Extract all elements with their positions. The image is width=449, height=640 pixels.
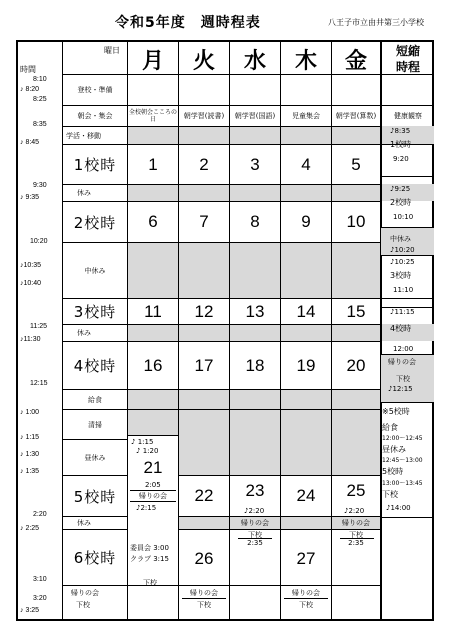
short-1025: ♪10:25 xyxy=(390,258,415,266)
row-p4: 4校時 xyxy=(73,357,117,375)
date-p1-thu: 4 xyxy=(301,154,311,174)
date-p2-mon: 6 xyxy=(148,212,158,231)
date-p1-mon: 1 xyxy=(148,154,158,174)
row-p1: 1校時 xyxy=(73,156,117,174)
mon-note-120: ♪ 1:20 xyxy=(136,447,159,455)
day-wed: 水 xyxy=(243,47,266,74)
time-1040: ♪10:40 xyxy=(20,280,42,287)
date-p5-mon: 21 xyxy=(143,458,163,477)
mon-note-215: ♪2:15 xyxy=(136,504,157,512)
short-p1: 1校時 xyxy=(390,140,412,149)
timetable xyxy=(16,40,434,621)
time-1215: 12:15 xyxy=(30,380,48,387)
page-title: 令和5年度 週時程表 xyxy=(115,15,261,31)
time-0935: ♪ 9:35 xyxy=(20,194,40,201)
short-naka: 中休み xyxy=(390,235,411,243)
time-1315: ♪ 1:15 xyxy=(20,434,40,441)
wed-gekou: 下校 xyxy=(248,531,262,539)
short-hiru-time: 12:45～13:00 xyxy=(382,457,423,464)
assembly-thu: 児童集会 xyxy=(292,112,320,120)
fri-gekou: 下校 xyxy=(349,531,363,539)
assembly-tue: 朝学習(読書) xyxy=(183,112,225,120)
short-kaeri: 帰りの会 xyxy=(388,358,416,366)
date-p5-wed: 23 xyxy=(245,481,265,500)
date-p1-tue: 2 xyxy=(199,154,209,174)
mon-iinkai: 委員会 3:00 xyxy=(130,544,169,552)
row-choukai: 朝会・集会 xyxy=(77,112,113,120)
thu-bottom-kaeri: 帰りの会 xyxy=(292,589,320,597)
date-p4-mon: 16 xyxy=(143,355,163,375)
date-p5-thu: 24 xyxy=(296,486,316,505)
mon-note-205: 2:05 xyxy=(145,481,161,489)
gray-band-kyushoku xyxy=(128,389,382,409)
day-mon: 月 xyxy=(141,47,164,74)
short-1215: ♪12:15 xyxy=(388,385,413,393)
time-0930: 9:30 xyxy=(33,182,47,189)
date-p2-wed: 8 xyxy=(250,212,260,231)
short-header-2: 時程 xyxy=(395,59,420,74)
assembly-mon: 全校朝会こころの日 xyxy=(128,109,177,123)
row-gakkatsu: 学活・移動 xyxy=(66,131,101,140)
row-yasumi-1: 休み xyxy=(77,189,91,197)
gray-band-yasumi-2 xyxy=(128,324,434,341)
date-p4-thu: 19 xyxy=(296,355,316,375)
short-1010: 10:10 xyxy=(393,213,414,221)
day-tue: 火 xyxy=(192,47,215,74)
short-1110: 11:10 xyxy=(393,286,414,294)
date-p5-tue: 22 xyxy=(194,486,214,505)
short-835: ♪8:35 xyxy=(390,127,411,135)
assembly-short: 健康観察 xyxy=(394,112,422,120)
time-0825: 8:25 xyxy=(33,96,47,103)
mon-gekou: 下校 xyxy=(143,579,157,587)
time-1125: 11:25 xyxy=(30,323,47,330)
row-p3: 3校時 xyxy=(73,303,117,321)
row-kaeri: 帰りの会 xyxy=(71,589,99,597)
time-1035: ♪10:35 xyxy=(20,262,42,269)
fri-note-235: 2:35 xyxy=(348,539,364,547)
row-seisou: 清掃 xyxy=(88,420,102,429)
short-p4: 4校時 xyxy=(390,324,412,333)
time-1335: ♪ 1:35 xyxy=(20,468,40,475)
mon-note-115: ♪ 1:15 xyxy=(131,438,154,446)
short-note: ※5校時 xyxy=(382,407,410,416)
time-1510: 3:10 xyxy=(33,576,47,583)
fri-note-220: ♪2:20 xyxy=(344,507,365,515)
school-name: 八王子市立由井第三小学校 xyxy=(328,18,424,27)
date-p1-fri: 5 xyxy=(351,154,361,174)
time-0845: ♪ 8:45 xyxy=(20,139,40,146)
short-kyushoku: 給食 xyxy=(382,423,398,432)
time-1420: 2:20 xyxy=(33,511,47,518)
short-kyushoku-time: 12:00～12:45 xyxy=(382,435,423,442)
tue-bottom-gekou: 下校 xyxy=(197,601,211,609)
corner-jikan: 時間 xyxy=(20,65,36,74)
row-yasumi-3: 休み xyxy=(77,519,91,527)
short-gekou: 下校 xyxy=(396,375,410,383)
date-p4-fri: 20 xyxy=(346,355,366,375)
wed-kaeri: 帰りの会 xyxy=(241,519,269,527)
date-p3-wed: 13 xyxy=(245,301,265,321)
time-1300: ♪ 1:00 xyxy=(20,409,40,416)
row-p5: 5校時 xyxy=(73,487,117,506)
wed-note-220: ♪2:20 xyxy=(244,507,265,515)
gray-band-gakkatsu xyxy=(128,126,434,144)
short-1115: ♪11:15 xyxy=(390,308,415,316)
date-p1-wed: 3 xyxy=(250,154,260,174)
date-p3-fri: 15 xyxy=(346,301,366,321)
fri-kaeri: 帰りの会 xyxy=(342,519,370,527)
row-kyushoku: 給食 xyxy=(88,395,102,404)
mon-kaeri: 帰りの会 xyxy=(130,490,176,502)
time-0835: 8:35 xyxy=(33,121,47,128)
short-p3: 3校時 xyxy=(390,271,412,280)
time-0810: 8:10 xyxy=(33,76,47,83)
date-p4-tue: 17 xyxy=(194,355,214,375)
short-p2: 2校時 xyxy=(390,198,412,207)
assembly-fri: 朝学習(算数) xyxy=(335,112,377,120)
wed-note-235: 2:35 xyxy=(247,539,263,547)
date-p5-fri: 25 xyxy=(346,481,366,500)
short-920: 9:20 xyxy=(393,155,409,163)
date-p3-thu: 14 xyxy=(296,301,316,321)
row-yasumi-2: 休み xyxy=(77,329,91,337)
assembly-wed: 朝学習(国語) xyxy=(234,112,276,120)
tue-bottom-kaeri: 帰りの会 xyxy=(190,589,218,597)
time-1130: ♪11:30 xyxy=(20,336,41,343)
time-0820: ♪ 8:20 xyxy=(20,86,40,93)
date-p2-thu: 9 xyxy=(301,212,311,231)
row-gekou: 下校 xyxy=(76,601,90,609)
corner-youbi: 曜日 xyxy=(104,45,120,55)
row-nakayasumi: 中休み xyxy=(84,266,106,275)
time-1020: 10:20 xyxy=(30,238,48,245)
short-p5: 5校時 xyxy=(382,467,404,476)
date-p3-mon: 11 xyxy=(144,301,162,321)
short-header-1: 短縮 xyxy=(395,43,420,58)
date-p3-tue: 12 xyxy=(194,301,214,321)
short-hiru: 昼休み xyxy=(382,445,406,454)
time-1525: ♪ 3:25 xyxy=(20,607,40,614)
date-p6-thu: 27 xyxy=(296,549,316,568)
row-p2: 2校時 xyxy=(73,213,117,232)
date-p2-fri: 10 xyxy=(346,212,366,231)
time-1520: 3:20 xyxy=(33,595,47,602)
time-1425: ♪ 2:25 xyxy=(20,525,40,532)
gray-band-nakayasumi xyxy=(128,242,382,298)
date-p2-tue: 7 xyxy=(199,212,209,231)
row-tokou: 登校・準備 xyxy=(77,86,113,94)
short-gekou2: 下校 xyxy=(382,490,398,499)
short-1200: 12:00 xyxy=(393,345,414,353)
time-1330: ♪ 1:30 xyxy=(20,451,40,458)
gray-band-yasumi-1 xyxy=(128,184,434,201)
short-1400: ♪14:00 xyxy=(386,504,411,512)
mon-club: クラブ 3:15 xyxy=(130,555,169,563)
short-925: ♪9:25 xyxy=(390,185,411,193)
thu-bottom-gekou: 下校 xyxy=(299,601,313,609)
day-thu: 木 xyxy=(294,47,317,74)
date-p6-tue: 26 xyxy=(194,549,214,568)
day-fri: 金 xyxy=(344,47,367,74)
row-p6: 6校時 xyxy=(73,549,117,567)
date-p4-wed: 18 xyxy=(245,355,265,375)
short-p5-time: 13:00～13:45 xyxy=(382,480,423,487)
row-hiruyasumi: 昼休み xyxy=(84,453,106,462)
short-1020: ♪10:20 xyxy=(390,246,415,254)
